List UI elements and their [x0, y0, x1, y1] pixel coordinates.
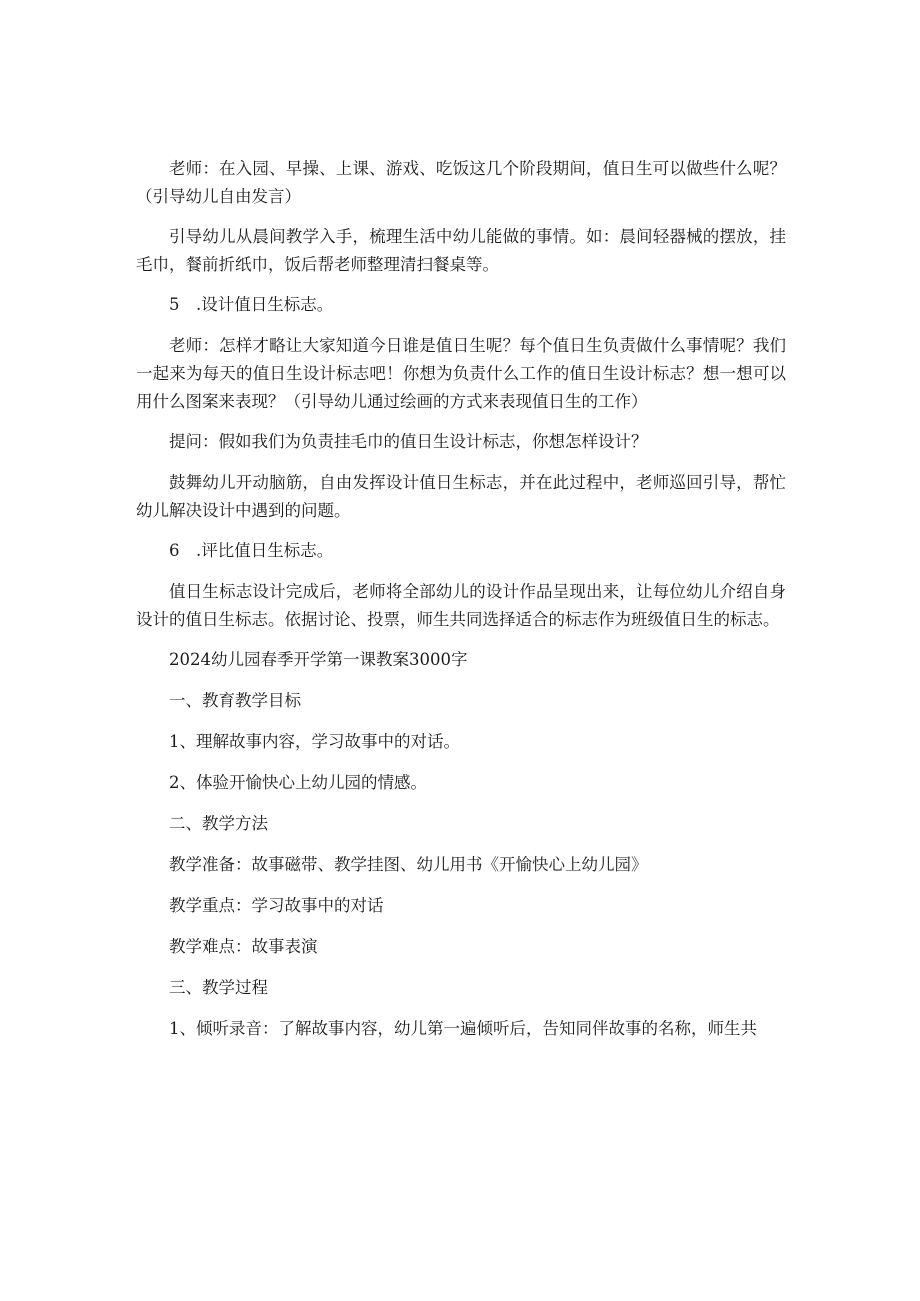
process-step-1: 1、倾听录音：了解故事内容，幼儿第一遍倾听后，告知同伴故事的名称，师生共 [169, 1019, 757, 1038]
paragraph-guide-morning: 引导幼儿从晨间教学入手，梳理生活中幼儿能做的事情。如：晨间轻器械的摆放，挂毛巾，餐前折纸巾，饭后帮老师整理清扫餐桌等。 [136, 227, 786, 274]
paragraph-question: 提问：假如我们为负责挂毛巾的值日生设计标志，你想怎样设计？ [169, 432, 648, 451]
teaching-focus: 教学重点：学习故事中的对话 [169, 896, 384, 915]
step-6-heading: 6 .评比值日生标志。 [169, 541, 334, 560]
lesson-plan-title: 2024幼儿园春季开学第一课教案3000字 [169, 650, 468, 669]
paragraph-evaluate: 值日生标志设计完成后，老师将全部幼儿的设计作品呈现出来，让每位幼儿介绍自身设计的值日生标志。依据讨论、投票，师生共同选择适合的标志作为班级值日生的标志。 [136, 582, 786, 629]
teaching-preparation: 教学准备：故事磁带、教学挂图、幼儿用书《开愉快心上幼儿园》 [169, 855, 648, 874]
teaching-difficulty: 教学难点：故事表演 [169, 937, 318, 956]
paragraph-teacher-question: 老师：在入园、早操、上课、游戏、吃饭这几个阶段期间，值日生可以做些什么呢？（引导幼儿自由发言） [136, 159, 786, 206]
document-body [136, 155, 786, 1056]
objective-2: 2、体验开愉快心上幼儿园的情感。 [169, 773, 427, 792]
objective-1: 1、理解故事内容，学习故事中的对话。 [169, 732, 460, 751]
section-methods: 二、教学方法 [169, 814, 268, 833]
paragraph-encourage: 鼓舞幼儿开动脑筋，自由发挥设计值日生标志，并在此过程中，老师巡回引导，帮忙幼儿解决设计中遇到的问题。 [136, 473, 786, 520]
section-objectives: 一、教育教学目标 [169, 691, 301, 710]
paragraph-teacher-design: 老师：怎样才略让大家知道今日谁是值日生呢？每个值日生负责做什么事情呢？我们一起来为每天的值日生设计标志吧！你想为负责什么工作的值日生设计标志？想一想可以用什么图案来表现？（引导幼儿通过绘画的方式来表现值日生的工作） [136, 336, 786, 411]
step-5-heading: 5 .设计值日生标志。 [169, 295, 334, 314]
section-process: 三、教学过程 [169, 978, 268, 997]
